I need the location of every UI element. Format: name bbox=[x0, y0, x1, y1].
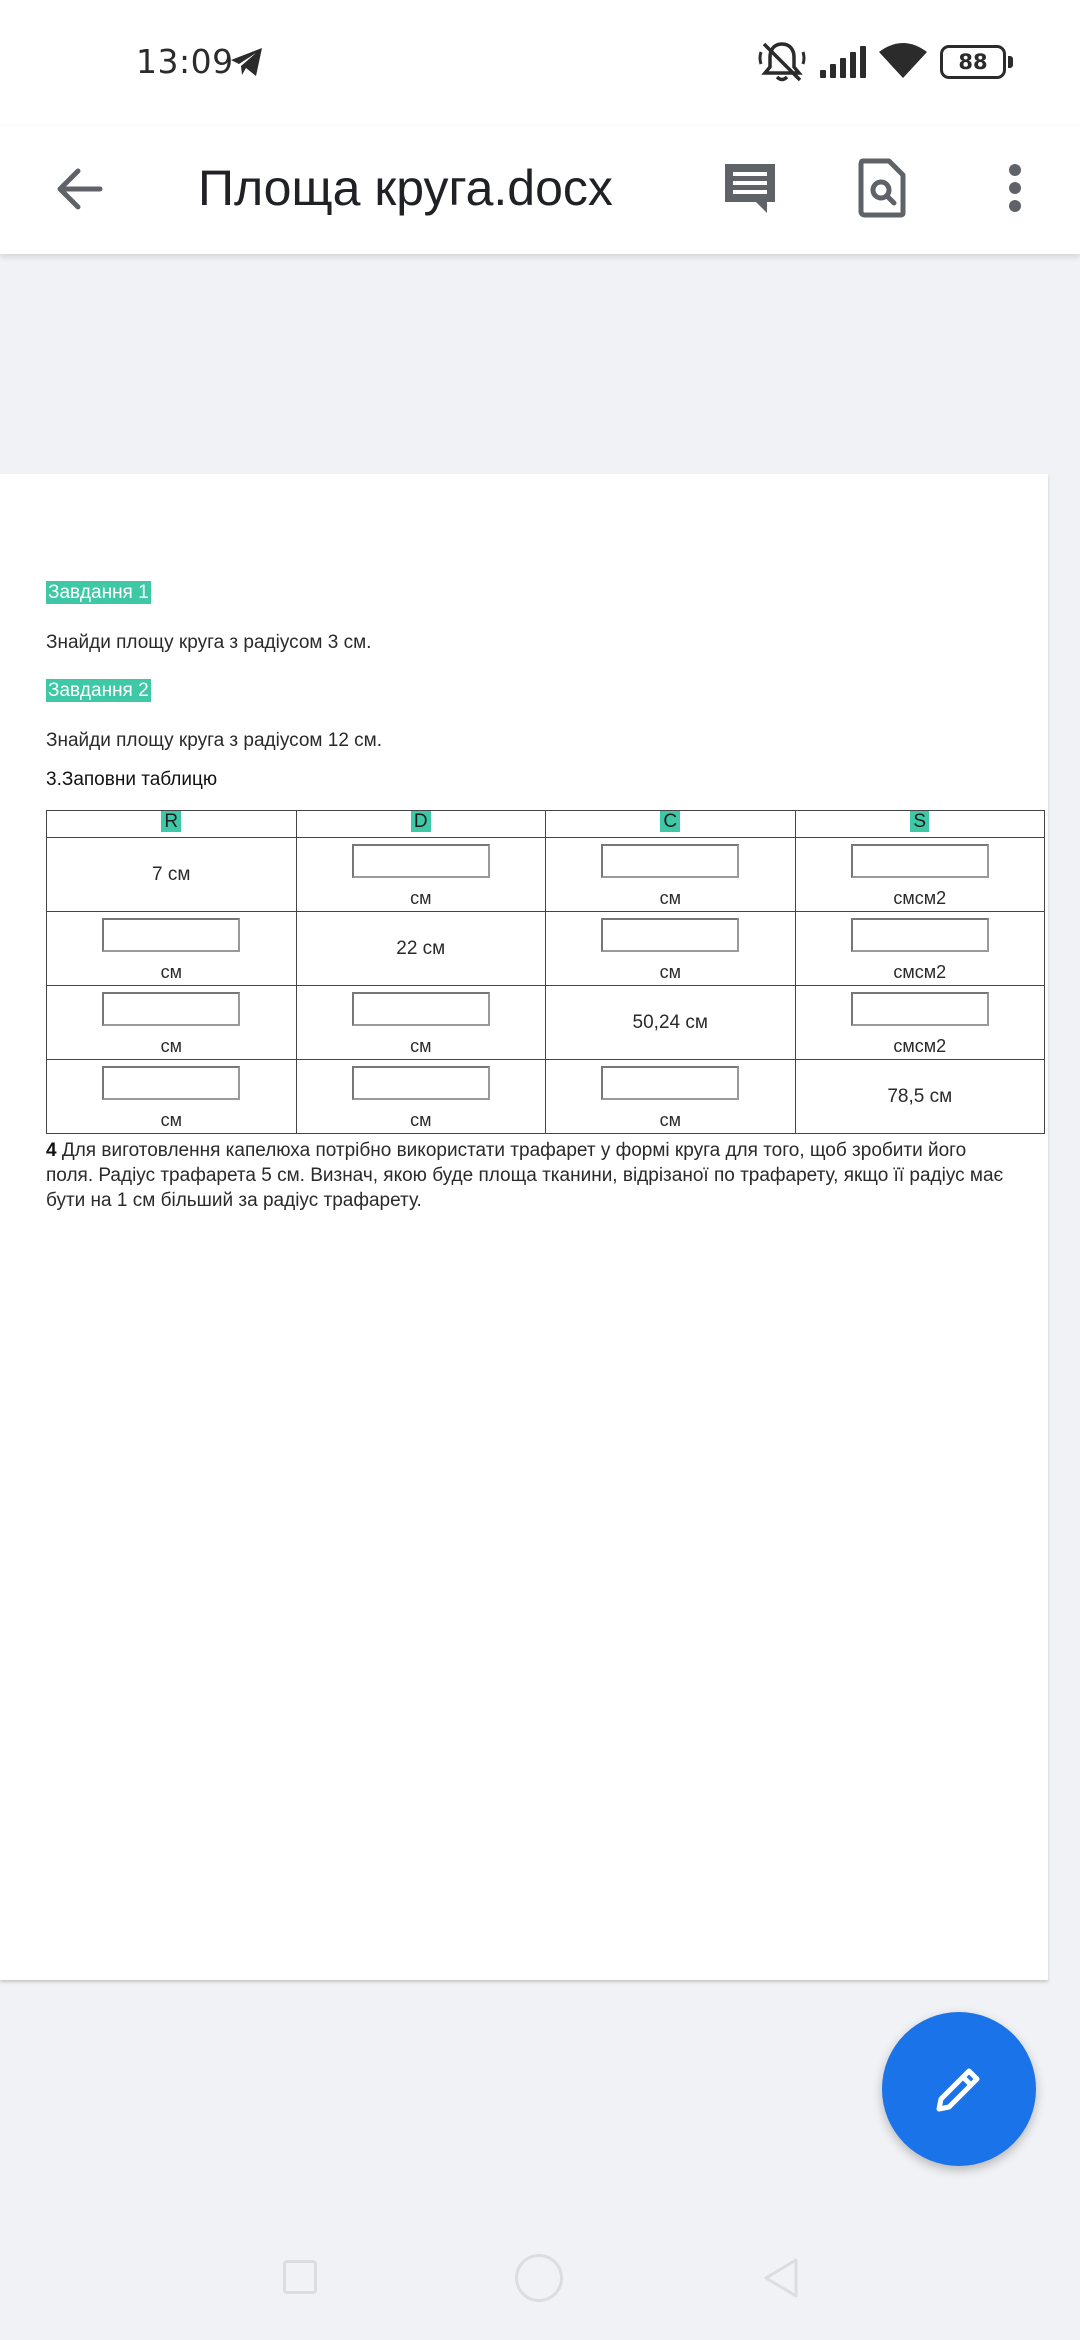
table-header: S bbox=[795, 811, 1045, 838]
table-row bbox=[47, 986, 1045, 1060]
task2-heading: Завдання 2 bbox=[48, 680, 149, 701]
table-cell: см bbox=[546, 838, 796, 912]
mute-icon bbox=[758, 40, 806, 84]
document-page[interactable] bbox=[0, 474, 1048, 1980]
table-cell: см bbox=[47, 986, 297, 1060]
table-cell: смсм2 bbox=[795, 838, 1045, 912]
table-row bbox=[47, 838, 1045, 912]
comments-button[interactable] bbox=[714, 148, 786, 228]
status-time: 13:09 bbox=[136, 42, 234, 81]
table-cell: см bbox=[47, 1060, 297, 1134]
back-arrow-icon bbox=[54, 164, 104, 214]
table-cell: смсм2 bbox=[795, 986, 1045, 1060]
answer-field[interactable] bbox=[601, 844, 739, 878]
task4-text: Для виготовлення капелюха потрібно використати трафарет у формі круга для того, щоб зробити його поля. Радіус трафарета 5 см. Визнач, якою буде площа тканини, відрізаної по трафарету, якщо її радіус має бути на 1 см більший за радіус трафарету. bbox=[46, 1140, 1004, 1211]
edit-fab-button[interactable] bbox=[882, 2012, 1036, 2166]
recents-nav-button[interactable] bbox=[283, 2260, 317, 2294]
battery-level: 88 bbox=[940, 45, 1006, 79]
answer-field[interactable] bbox=[102, 1066, 240, 1100]
comment-icon bbox=[721, 160, 779, 216]
answer-field[interactable] bbox=[851, 992, 989, 1026]
telegram-icon bbox=[229, 46, 265, 78]
table-row bbox=[47, 1060, 1045, 1134]
back-button[interactable] bbox=[44, 154, 114, 224]
answer-field[interactable] bbox=[601, 918, 739, 952]
table-cell: см bbox=[47, 912, 297, 986]
answer-field[interactable] bbox=[352, 992, 490, 1026]
battery-icon bbox=[940, 45, 1012, 79]
task1-text: Знайди площу круга з радіусом 3 см. bbox=[46, 632, 372, 653]
answer-field[interactable] bbox=[851, 918, 989, 952]
table-cell: см bbox=[296, 838, 546, 912]
answer-field[interactable] bbox=[102, 992, 240, 1026]
app-bar bbox=[0, 126, 1080, 254]
task4-number: 4 bbox=[46, 1140, 57, 1161]
signal-icon bbox=[818, 44, 868, 80]
wifi-icon bbox=[878, 42, 928, 80]
answer-field[interactable] bbox=[601, 1066, 739, 1100]
back-nav-button[interactable] bbox=[760, 2256, 800, 2300]
table-header: D bbox=[296, 811, 546, 838]
table-cell: см bbox=[546, 912, 796, 986]
find-in-page-icon bbox=[857, 158, 907, 218]
table-cell: 7 см bbox=[47, 838, 297, 912]
task1-heading: Завдання 1 bbox=[48, 582, 149, 603]
task2-text: Знайди площу круга з радіусом 12 см. bbox=[46, 730, 383, 751]
answer-field[interactable] bbox=[352, 1066, 490, 1100]
answer-field[interactable] bbox=[352, 844, 490, 878]
table-cell: смсм2 bbox=[795, 912, 1045, 986]
table-cell: 50,24 см bbox=[546, 986, 796, 1060]
task3-heading: 3.Заповни таблицю bbox=[46, 769, 218, 790]
answer-field[interactable] bbox=[851, 844, 989, 878]
fill-table bbox=[46, 810, 1045, 1134]
table-cell: 22 см bbox=[296, 912, 546, 986]
table-cell: см bbox=[546, 1060, 796, 1134]
table-cell: 78,5 см bbox=[795, 1060, 1045, 1134]
table-header-row bbox=[47, 811, 1045, 838]
home-nav-button[interactable] bbox=[515, 2254, 563, 2302]
edit-pencil-icon bbox=[931, 2061, 987, 2117]
document-title: Площа круга.docx bbox=[198, 160, 613, 216]
find-in-page-button[interactable] bbox=[846, 148, 918, 228]
table-row bbox=[47, 912, 1045, 986]
table-cell: см bbox=[296, 1060, 546, 1134]
table-header: C bbox=[546, 811, 796, 838]
status-bar bbox=[0, 0, 1080, 126]
answer-field[interactable] bbox=[102, 918, 240, 952]
more-vert-icon bbox=[1007, 163, 1023, 213]
more-options-button[interactable] bbox=[990, 148, 1040, 228]
table-cell: см bbox=[296, 986, 546, 1060]
table-header: R bbox=[47, 811, 297, 838]
task4-paragraph bbox=[46, 1138, 1006, 1213]
